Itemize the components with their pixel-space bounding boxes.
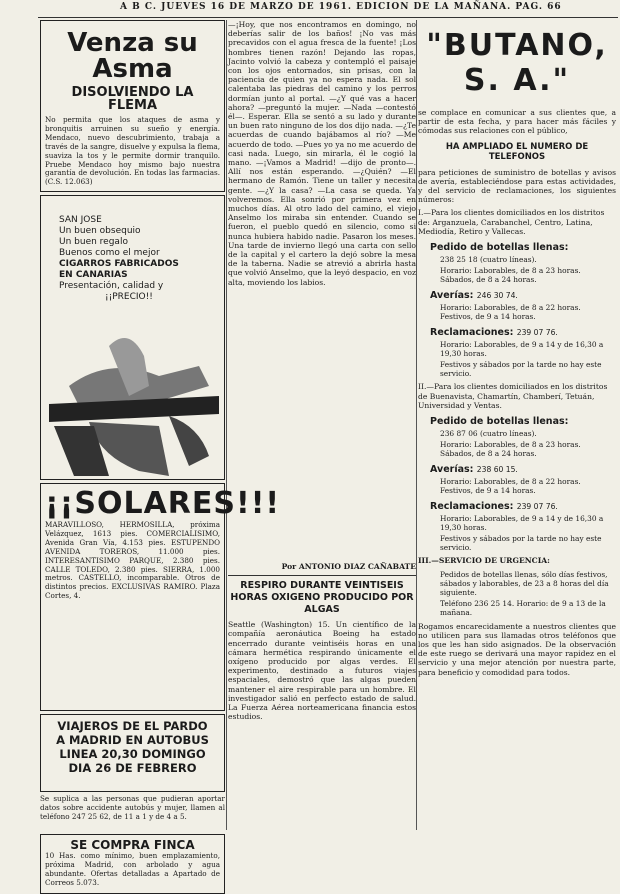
averias-1-hours: Horario: Laborables, de 8 a 22 horas. Festivos, de 9 a 14 horas. xyxy=(440,303,581,322)
recl-2-hours: Horario: Laborables, de 9 a 14 y de 16,30 a 19,30 horas. xyxy=(440,514,604,533)
recl-2 xyxy=(430,501,616,512)
butano-section-2: II.—Para los clientes domiciliados en los distritos de Buenavista, Chamartín, Chamberí, Tetuán, Universidad y Ventas. xyxy=(418,382,608,410)
column-divider-2 xyxy=(416,20,417,830)
column-divider-1 xyxy=(226,20,227,830)
solares-ad xyxy=(40,483,281,711)
cigar-illustration xyxy=(49,326,219,476)
finca-title: SE COMPRA FINCA xyxy=(70,838,195,852)
averias-1-title: Averías: xyxy=(430,290,474,302)
column-left xyxy=(40,20,281,887)
respiro-body: Seattle (Washington) 15. Un científico de la compañía aeronáutica Boeing ha estado encerrado durante veintiséis horas en una cámara hermética respirando únicamente el oxígeno producido por algas verdes. El experimento, destinado a futuros viajes espaciales, demostró que las algas pueden mantener el aire respirable para un hombre. El investigador salió en perfecto estado de salud. La Fuerza Aérea norteamericana financia estos estudios. xyxy=(228,620,416,722)
cigar-line-8: ¡¡PRECIO!! xyxy=(105,292,153,302)
averias-2-title: Averías: xyxy=(430,464,474,476)
butano-intro: se complace en comunicar a sus clientes que, a partir de esta fecha, y para hacer más fáciles y cómodas sus relaciones con el público, xyxy=(418,108,616,136)
butano-heading: HA AMPLIADO EL NUMERO DE TELEFONOS xyxy=(445,141,589,162)
averias-2-number: 238 60 15. xyxy=(476,465,518,475)
pedido-1-hours: Horario: Laborables, de 8 a 23 horas. Sábados, de 8 a 24 horas. xyxy=(440,266,581,285)
pedido-1-number: 238 25 18 (cuatro líneas). xyxy=(440,255,537,265)
urgencia-tel: Teléfono 236 25 14. Horario: de 9 a 13 de la mañana. xyxy=(440,598,606,617)
averias-1-number: 246 30 74. xyxy=(476,291,518,301)
cigar-line-4: Buenos como el mejor xyxy=(59,248,160,258)
butano-section-3: III.—SERVICIO DE URGENCIA: xyxy=(418,556,550,566)
pedido-2-title: Pedido de botellas llenas: xyxy=(430,416,569,428)
asma-title: Venza su Asma xyxy=(67,28,198,84)
respiro-title: RESPIRO DURANTE VEINTISEIS HORAS OXIGENO PRODUCIDO POR ALGAS xyxy=(230,580,414,616)
butano-title: "BUTANO, S. A." xyxy=(426,28,608,98)
pedido-2-hours: Horario: Laborables, de 8 a 23 horas. Sábados, de 8 a 24 horas. xyxy=(440,440,581,459)
recl-2-number: 239 07 76. xyxy=(516,502,558,512)
finca-body: 10 Has. como mínimo, buen emplazamiento, próxima Madrid, con arbolado y agua abundante. Ofertas detalladas a Apartado de Correos 5.073. xyxy=(45,851,220,887)
cigar-line-1: SAN JOSE xyxy=(59,215,102,225)
averias-1 xyxy=(430,290,616,301)
recl-1-hours: Horario: Laborables, de 9 a 14 y de 16,30 a 19,30 horas. xyxy=(440,340,604,359)
solares-body: MARAVILLOSO, HERMOSILLA, próxima Velázquez, 1613 pies. COMERCIALISIMO, Avenida Gran Vía, 4.153 pies. ESTUPENDO AVENIDA TOREROS, 11.000 pies. INTERESANTISIMO PARQUE, 2.380 pies. CALLE TOLEDO, 2.380 pies. SIERRA, 1.000 metros. CASTELLO, incomparable. Otros de distintos precios. EXCLUSIVAS RAMIRO. Plaza Cortes, 4. xyxy=(45,520,220,601)
solares-title: ¡¡SOLARES!!! xyxy=(45,486,281,521)
viajeros-ad xyxy=(40,714,225,792)
cigar-line-3: Un buen regalo xyxy=(59,237,128,247)
butano-desc: para peticiones de suministro de botellas y avisos de avería, estableciéndose para estas actividades, y del servicio de reclamaciones, los siguientes números: xyxy=(418,167,616,205)
viajeros-line-3: LINEA 20,30 DOMINGO xyxy=(59,747,206,761)
cigar-line-2: Un buen obsequio xyxy=(59,226,141,236)
column-right xyxy=(418,20,616,830)
page-header: A B C. JUEVES 16 DE MARZO DE 1961. EDICION DE LA MAÑANA. PAG. 66 xyxy=(120,2,562,12)
cigar-line-5: CIGARROS FABRICADOS xyxy=(59,259,179,269)
recl-1-note: Festivos y sábados por la tarde no hay este servicio. xyxy=(440,360,602,379)
recl-2-title: Reclamaciones: xyxy=(430,501,514,513)
asma-body: No permita que los ataques de asma y bronquitis arruinen su sueño y energía. Mendaco, nuevo descubrimiento, trabaja a través de la sangre, disuelve y expulsa la flema, suaviza la tos y le permite dormir tranquilo. Pruebe Mendaco hoy mismo bajo nuestra garantía de devolución. En todas las farmacias. (C.S. 12.063) xyxy=(45,115,220,187)
pedido-1-title: Pedido de botellas llenas: xyxy=(430,242,569,254)
column-middle xyxy=(228,20,416,830)
recl-2-note: Festivos y sábados por la tarde no hay este servicio. xyxy=(440,534,602,553)
recl-1-number: 239 07 76. xyxy=(516,328,558,338)
asma-ad xyxy=(40,20,225,192)
viajeros-line-1: VIAJEROS DE EL PARDO xyxy=(57,719,208,733)
urgencia-text: Pedidos de botellas llenas, sólo días festivos, sábados y laborables, de 23 a 8 horas del día siguiente. xyxy=(440,569,609,597)
recl-1-title: Reclamaciones: xyxy=(430,327,514,339)
story-signature: Por ANTONIO DIAZ CAÑABATE xyxy=(281,562,416,571)
cigar-line-6: EN CANARIAS xyxy=(59,270,128,280)
butano-closing: Rogamos encarecidamente a nuestros clientes que no utilicen para sus llamadas otros teléfonos que los que les han sido asignados. De la observación de este ruego se derivará una mayor rapidez en el servicio y una mejor atención por nuestra parte, para beneficio y comodidad para todos. xyxy=(418,621,616,677)
story-body: —¡Hoy, que nos encontramos en domingo, no deberías salir de los baños! ¡No vas más precavidos con el agua fresca de la fuente! ¡Los hombres tienen razón! Dejando las ropas, Jacinto volvió la cabeza y contempló el paisaje con los ojos entornados, sin prisas, con la paciencia de quien ya no espera nada. El sol calentaba las piedras del camino y los perros dormían junto al portal. —¿Y qué vas a hacer ahora? —preguntó la mujer. —Nada —contestó él—. Esperar. Ella se sentó a su lado y durante un buen rato ninguno de los dos dijo nada. —¿Te acuerdas de cuando bajábamos al río? —Me acuerdo de todo. —Pues yo ya no me acuerdo de casi nada. Luego, sin mirarla, él le cogió la mano. —¡Vamos a Madrid! —dijo de pronto—. Allí nos están esperando. —¿Quién? —El hermano de Ramón. Tiene un taller y necesita gente. —¿Y la casa? —La casa se queda. Ya volveremos. Ella sonrió por primera vez en muchos días. Al otro lado del camino, el viejo Anselmo los miraba sin entender. Cuando se fueron, el pueblo quedó en silencio, como si nunca hubiera habido nadie. Pasaron los meses. Una tarde de invierno llegó una carta con sello de la capital y el cartero la dejó sobre la mesa de la taberna. Nadie se atrevió a abrirla hasta que volvió Anselmo, que la leyó despacio, en voz alta, moviendo los labios. xyxy=(228,20,416,287)
story-block xyxy=(228,20,416,560)
viajeros-line-4: DIA 26 DE FEBRERO xyxy=(68,761,197,775)
averias-2 xyxy=(430,464,616,475)
cigar-ad xyxy=(40,195,225,480)
viajeros-line-2: A MADRID EN AUTOBUS xyxy=(56,733,209,747)
asma-subtitle: DISOLVIENDO LA FLEMA xyxy=(71,85,194,113)
viajeros-body: Se suplica a las personas que pudieran aportar datos sobre accidente autobús y mujer, llamen al teléfono 247 25 62, de 11 a 1 y de 4 a 5. xyxy=(40,794,225,821)
cigar-line-7: Presentación, calidad y xyxy=(59,281,164,291)
pedido-2-number: 236 87 06 (cuatro líneas). xyxy=(440,429,537,439)
averias-2-hours: Horario: Laborables, de 8 a 22 horas. Festivos, de 9 a 14 horas. xyxy=(440,477,581,496)
respiro-block xyxy=(228,620,416,820)
recl-1 xyxy=(430,327,616,338)
butano-section-1: I.—Para los clientes domiciliados en los distritos de: Arganzuela, Carabanchel, Centro, Latina, Mediodía, Retiro y Vallecas. xyxy=(418,208,605,237)
finca-ad xyxy=(40,834,225,894)
header-rule xyxy=(38,17,618,18)
